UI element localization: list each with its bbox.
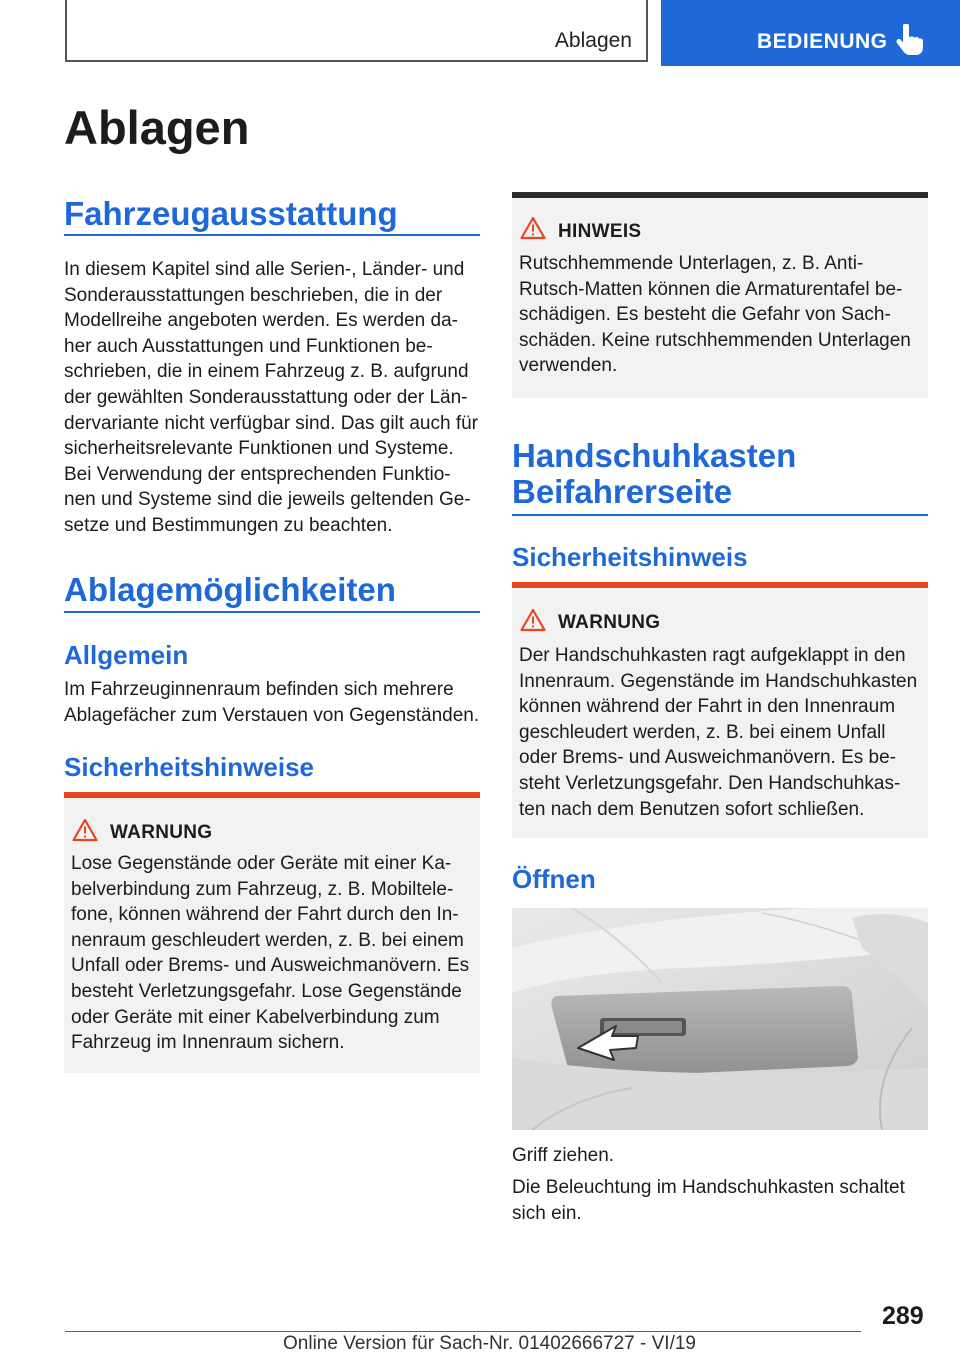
text-line: her auch Ausstattungen und Funktionen be- (64, 335, 433, 357)
text-line: geschleudert werden, z. B. bei einem Unfall (519, 721, 886, 743)
text-line: nen und Systeme sind die jeweils geltenden Ge- (64, 489, 471, 511)
text-line: Bei Verwendung der entsprechenden Funktio- (64, 463, 451, 485)
section-rule (64, 611, 480, 613)
warning-bar (64, 792, 480, 798)
text-line: besteht Verletzungsgefahr. Lose Gegenstände (71, 980, 462, 1002)
section-title-fahrzeugausstattung: Fahrzeugausstattung (64, 195, 398, 232)
notice-label: HINWEIS (558, 221, 642, 242)
text-line: fone, können während der Fahrt durch den In- (71, 904, 459, 926)
text-line: Rutschhemmende Unterlagen, z. B. Anti- (519, 253, 864, 274)
text-line: sicherheitsrelevante Funktionen und Systeme. (64, 438, 454, 460)
text-line: In diesem Kapitel sind alle Serien-, Länder- und (64, 259, 465, 280)
notice-text (519, 251, 918, 379)
text-line: dervariante nicht verfügbar sind. Das gilt auch für (64, 412, 478, 434)
glovebox-photo (512, 908, 928, 1130)
text-line: Innenraum. Gegenstände im Handschuhkasten (519, 670, 918, 692)
notice-bar (512, 192, 928, 198)
text-line: schäden. Keine rutschhemmenden Unterlagen (519, 329, 911, 351)
header-section-title: Ablagen (554, 29, 632, 52)
subsection-title-allgemein: Allgemein (64, 640, 189, 670)
text-line: oder Geräte mit einer Kabelverbindung zum (71, 1006, 440, 1028)
caption-griff-ziehen: Griff ziehen. (512, 1145, 615, 1166)
text-line: oder Brems- und Ausweichmanövern. Es be- (519, 747, 897, 769)
warning-triangle-icon (520, 608, 546, 632)
caption-beleuchtung (512, 1175, 932, 1226)
header-chapter-label: BEDIENUNG (757, 30, 888, 53)
title-line: Handschuhkasten (512, 437, 797, 474)
section-rule (512, 514, 928, 516)
text-line: Unfall oder Brems- und Ausweichmanövern. Es (71, 955, 470, 977)
warning-text (519, 643, 918, 822)
warning-triangle-icon (520, 216, 546, 240)
text-line: ten nach dem Benutzen sofort schließen. (519, 798, 865, 820)
text-line: Modellreihe angeboten werden. Es werden da- (64, 310, 458, 332)
warning-box (64, 792, 480, 1073)
text-line: belverbindung zum Fahrzeug, z. B. Mobiltele- (71, 878, 454, 900)
text-line: der gewählten Sonderausstattung oder der Län- (64, 386, 468, 408)
text-line: können während der Fahrt in den Innenraum (519, 696, 896, 718)
paragraph-fahrzeugausstattung (64, 257, 484, 539)
page-number: 289 (882, 1302, 924, 1330)
text-line: Im Fahrzeuginnenraum befinden sich mehrere (64, 679, 454, 700)
text-line: Rutsch-Matten können die Armaturentafel be- (519, 278, 903, 300)
header-section-box (65, 0, 648, 62)
header-chapter-tab[interactable] (661, 0, 960, 66)
text-line: Fahrzeug im Innenraum sichern. (71, 1032, 345, 1054)
warning-bar (512, 582, 928, 588)
text-line: sich ein. (512, 1202, 582, 1224)
section-title-handschuhkasten (512, 438, 796, 510)
pointing-hand-icon (895, 24, 923, 56)
text-line: Sonderausstattungen beschrieben, die in der (64, 284, 443, 306)
warning-box (512, 582, 928, 838)
page-title: Ablagen (64, 101, 250, 154)
warning-label: WARNUNG (558, 612, 661, 633)
title-line: Beifahrerseite (512, 473, 733, 510)
text-line: Der Handschuhkasten ragt aufgeklappt in den (519, 645, 906, 666)
warning-triangle-icon (72, 818, 98, 842)
text-line: schrieben, die in einem Fahrzeug z. B. aufgrund (64, 361, 469, 383)
text-line: Ablagefächer zum Verstauen von Gegenständen. (64, 704, 480, 726)
paragraph-allgemein (64, 677, 484, 728)
text-line: Die Beleuchtung im Handschuhkasten schaltet (512, 1177, 905, 1198)
footer-online-version: Online Version für Sach-Nr. 01402666727 - VI/19 (283, 1333, 696, 1354)
text-line: setze und Bestimmungen zu beachten. (64, 514, 393, 536)
footer-rule (65, 1331, 861, 1332)
warning-text (71, 851, 470, 1056)
subsection-title-sicherheitshinweise: Sicherheitshinweise (64, 752, 314, 782)
warning-label: WARNUNG (110, 822, 213, 843)
text-line: Lose Gegenstände oder Geräte mit einer Ka- (71, 853, 452, 874)
subsection-title-oeffnen: Öffnen (512, 864, 596, 894)
text-line: nenraum geschleudert werden, z. B. bei einem (71, 929, 464, 951)
subsection-title-sicherheitshinweis: Sicherheitshinweis (512, 542, 748, 572)
notice-box (512, 192, 928, 398)
section-title-ablagemoeglichkeiten: Ablagemöglichkeiten (64, 571, 396, 608)
text-line: verwenden. (519, 355, 618, 377)
text-line: steht Verletzungsgefahr. Den Handschuhkas- (519, 772, 901, 794)
section-rule (64, 234, 480, 236)
text-line: schädigen. Es besteht die Gefahr von Sach- (519, 304, 891, 326)
